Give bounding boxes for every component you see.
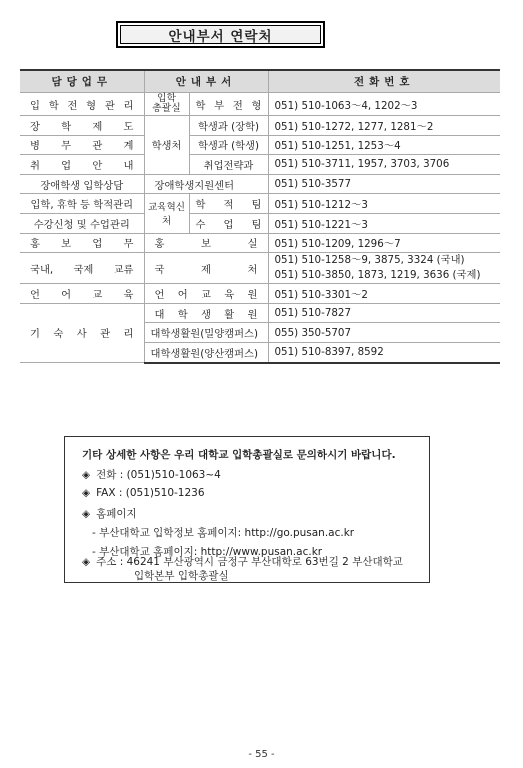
diamond-bullet-icon: ◈ bbox=[82, 508, 91, 520]
info-address-cont: 입학본부 입학총괄실 bbox=[134, 570, 229, 582]
task-cell: 국내, 국제 교류 bbox=[20, 253, 144, 284]
office-cell: 언 어 교 육 원 bbox=[144, 284, 268, 304]
diamond-bullet-icon: ◈ bbox=[82, 469, 91, 481]
office-group-cell: 교육혁신처 bbox=[144, 194, 189, 233]
phone-domestic: 051) 510-1258～9, 3875, 3324 (국내) bbox=[274, 254, 465, 267]
office-cell: 국 제 처 bbox=[144, 253, 268, 284]
office-cell: 수 업 팀 bbox=[189, 213, 268, 233]
phone-cell: 051) 510-3301～2 bbox=[268, 284, 500, 304]
office-cell: 홍 보 실 bbox=[144, 233, 268, 253]
info-fax-line bbox=[82, 487, 205, 499]
contacts-table bbox=[20, 69, 500, 364]
office-cell: 장애학생지원센터 bbox=[144, 174, 268, 194]
diamond-bullet-icon: ◈ bbox=[82, 487, 91, 499]
table-row bbox=[20, 135, 500, 155]
info-homepage-admission: - 부산대학교 입학정보 홈페이지: http://go.pusan.ac.kr bbox=[92, 527, 355, 539]
page-number: - 55 - bbox=[248, 749, 275, 760]
task-cell: 입 학 전 형 관 리 bbox=[20, 93, 144, 116]
office-cell: 학 부 전 형 bbox=[189, 93, 268, 116]
phone-cell: 051) 510-3711, 1957, 3703, 3706 bbox=[268, 155, 500, 175]
table-row bbox=[20, 213, 500, 233]
table-header-row bbox=[20, 70, 500, 93]
task-cell: 수강신청 및 수업관리 bbox=[20, 213, 144, 233]
task-cell: 언 어 교 육 bbox=[20, 284, 144, 304]
diamond-bullet-icon: ◈ bbox=[82, 556, 91, 568]
task-cell: 홍 보 업 무 bbox=[20, 233, 144, 253]
table-row bbox=[20, 194, 500, 214]
office-cell: 대학생활원(양산캠퍼스) bbox=[144, 342, 268, 362]
table-row bbox=[20, 155, 500, 175]
table-row bbox=[20, 253, 500, 284]
info-address-line bbox=[82, 554, 403, 569]
task-cell: 입학, 휴학 등 학적관리 bbox=[20, 194, 144, 214]
office-cell: 취업전략과 bbox=[189, 155, 268, 175]
office-cell: 대 학 생 활 원 bbox=[144, 303, 268, 323]
table-row bbox=[20, 284, 500, 304]
table-row bbox=[20, 303, 500, 323]
info-homepage-label: 홈페이지 bbox=[96, 508, 137, 520]
header-phone: 전화번호 bbox=[268, 70, 500, 93]
info-homepage-line bbox=[82, 506, 137, 521]
table-row bbox=[20, 93, 500, 116]
info-headline: 기타 상세한 사항은 우리 대학교 입학총괄실로 문의하시기 바랍니다. bbox=[82, 449, 396, 461]
page-title: 안내부서 연락처 bbox=[120, 25, 321, 44]
header-office: 안내부서 bbox=[144, 70, 268, 93]
info-phone: 전화 : (051)510-1063~4 bbox=[96, 469, 221, 481]
phone-international: 051) 510-3850, 1873, 1219, 3636 (국제) bbox=[274, 269, 481, 282]
table-row bbox=[20, 233, 500, 253]
table-row bbox=[20, 174, 500, 194]
phone-cell: 055) 350-5707 bbox=[268, 323, 500, 343]
info-address: 주소 : 46241 부산광역시 금정구 부산대학로 63번길 2 부산대학교 bbox=[96, 556, 403, 568]
info-box bbox=[64, 436, 430, 583]
office-cell: 학생과 (장학) bbox=[189, 116, 268, 136]
task-cell: 취 업 안 내 bbox=[20, 155, 144, 175]
phone-cell: 051) 510-1063～4, 1202～3 bbox=[268, 93, 500, 116]
office-group-cell: 입학 총괄실 bbox=[144, 93, 189, 116]
office-cell: 학생과 (학생) bbox=[189, 135, 268, 155]
phone-cell: 051) 510-1221～3 bbox=[268, 213, 500, 233]
phone-cell bbox=[268, 253, 500, 284]
task-cell: 기 숙 사 관 리 bbox=[20, 303, 144, 362]
phone-cell: 051) 510-3577 bbox=[268, 174, 500, 194]
table-row bbox=[20, 116, 500, 136]
title-box bbox=[116, 21, 325, 48]
office-cell: 학 적 팀 bbox=[189, 194, 268, 214]
phone-cell: 051) 510-1251, 1253～4 bbox=[268, 135, 500, 155]
task-cell: 장애학생 입학상담 bbox=[20, 174, 144, 194]
task-cell: 장 학 제 도 bbox=[20, 116, 144, 136]
header-dept: 담당업무 bbox=[20, 70, 144, 93]
phone-cell: 051) 510-8397, 8592 bbox=[268, 342, 500, 362]
phone-cell: 051) 510-1272, 1277, 1281～2 bbox=[268, 116, 500, 136]
office-cell: 대학생활원(밀양캠퍼스) bbox=[144, 323, 268, 343]
office-group-cell: 학생처 bbox=[144, 116, 189, 175]
phone-cell: 051) 510-1209, 1296～7 bbox=[268, 233, 500, 253]
info-phone-line bbox=[82, 467, 221, 482]
info-fax: FAX : (051)510-1236 bbox=[96, 487, 205, 499]
phone-cell: 051) 510-7827 bbox=[268, 303, 500, 323]
phone-cell: 051) 510-1212～3 bbox=[268, 194, 500, 214]
info-homepage-university: - 부산대학교 홈페이지: http://www.pusan.ac.kr bbox=[92, 546, 323, 558]
task-cell: 병 무 관 계 bbox=[20, 135, 144, 155]
